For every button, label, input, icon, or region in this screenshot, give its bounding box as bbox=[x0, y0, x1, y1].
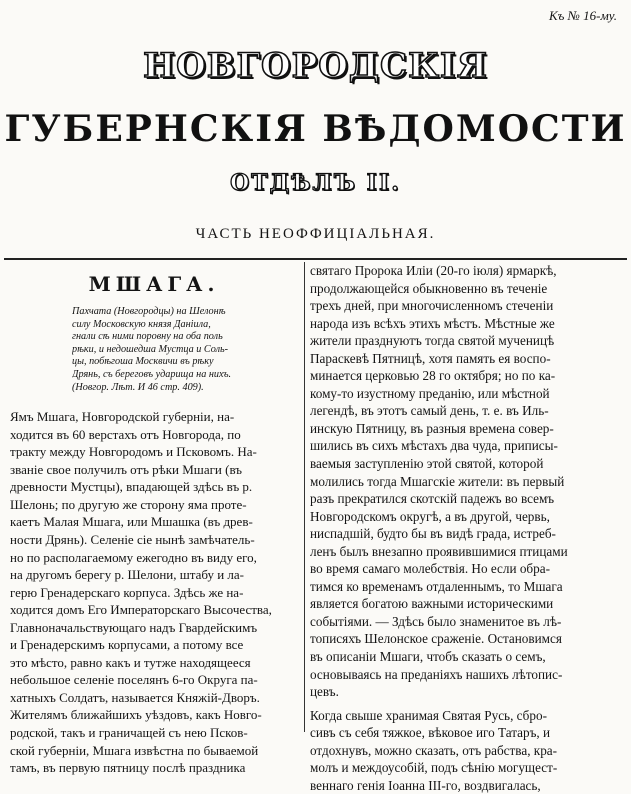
epigraph-line: Пахчата (Новгородцы) на Шелонѣ bbox=[72, 306, 226, 317]
text-line: народа изъ всѣхъ этихъ мѣстъ. Мѣстные же bbox=[310, 315, 555, 331]
text-line: ленъ былъ внезапно проявившимися птицами bbox=[310, 543, 568, 559]
text-line: Жителямъ ближайшихъ уѣздовъ, какъ Новго- bbox=[10, 707, 262, 723]
text-line: хатныхъ Солдатъ, называется Княжій-Дворъ. bbox=[10, 689, 260, 705]
text-line: основываясь на преданіяхъ нашихъ лѣтопис- bbox=[310, 666, 563, 682]
text-line: инскую Пятницу, въ разныя времена совер- bbox=[310, 420, 554, 436]
text-line: ниспадшій, будто бы въ видѣ града, истреб- bbox=[310, 526, 556, 542]
text-line: это мѣсто, равно какъ и тутже находящееся bbox=[10, 654, 251, 670]
text-line: сивъ съ себя тяжкое, вѣковое иго Татаръ, и bbox=[310, 725, 551, 741]
text-line: разъ прекратился скотскій падежъ во всемъ bbox=[310, 491, 555, 507]
text-line: и Гренадерскимъ корпусами, а потому все bbox=[10, 637, 244, 653]
text-line: на другомъ берегу р. Шелони, штабу и ла- bbox=[10, 567, 245, 583]
text-line: цевъ. bbox=[310, 684, 339, 700]
text-line: тописяхъ Шелонское сраженіе. Остановимся bbox=[310, 631, 562, 647]
text-line: родской, такъ и граничащей съ нею Псков- bbox=[10, 725, 248, 740]
text-line: тракту между Новгородомъ и Псковомъ. На- bbox=[10, 444, 257, 460]
article-title: МШАГА. bbox=[88, 272, 220, 296]
text-line: событіями. — Здѣсь было знаменитое въ лѣ- bbox=[310, 613, 562, 629]
epigraph-line: (Новгор. Лѣт. И 46 стр. 409). bbox=[72, 381, 204, 393]
text-line: ской губерніи, Мшага извѣстна по бываемой bbox=[10, 742, 259, 758]
section-heading: ОТДѢЛЪ II. bbox=[230, 170, 401, 196]
text-line: Новгородскомъ округѣ, а въ другой, червь, bbox=[310, 508, 550, 524]
text-line: Главноначальствующаго надъ Гвардейскимъ bbox=[10, 619, 258, 635]
text-line: небольшое селеніе поселянъ 6-го Округа па- bbox=[10, 672, 258, 688]
text-line: трехъ дней, при многочисленномъ стеченіи bbox=[310, 298, 554, 314]
left-column bbox=[10, 268, 298, 777]
text-line: Ямъ Мшага, Новгородской губерніи, на- bbox=[10, 409, 235, 425]
epigraph-line: силу Московскую князя Даніила, bbox=[72, 318, 211, 330]
text-line: является богатою важными историческими bbox=[310, 596, 554, 612]
masthead-title-line1: НОВГОРОДСКІЯ bbox=[143, 46, 488, 86]
section-subheading: ЧАСТЬ НЕОФФИЦІАЛЬНАЯ. bbox=[195, 226, 436, 242]
text-line: минается церковью 28 го октября; но по ка- bbox=[310, 368, 556, 384]
text-line: во время самаго молебствія. Но если обра- bbox=[310, 561, 550, 577]
text-line: въ описаніи Мшаги, чтобъ сказать о семъ, bbox=[310, 649, 546, 665]
text-line: ходится въ 60 верстахъ отъ Новгорода, по bbox=[10, 426, 241, 442]
text-line: легендѣ, въ этотъ самый день, т. е. въ Иль- bbox=[310, 403, 549, 419]
text-line: герю Гренадерскаго корпуса. Здѣсь же на- bbox=[10, 584, 244, 600]
issue-number: Къ № 16-му. bbox=[549, 8, 617, 23]
text-line: ходится домъ Его Императорскаго Высочества, bbox=[10, 602, 272, 618]
text-line: святаго Пророка Иліи (20-го іюля) ярмаркѣ, bbox=[310, 263, 557, 278]
text-line: тимся ко временамъ отдаленнымъ, то Мшага bbox=[310, 578, 563, 594]
text-line: тамъ, въ первую пятницу послѣ праздника bbox=[10, 760, 246, 776]
text-line: древности Мустцы), впадающей здѣсь въ р. bbox=[10, 479, 253, 495]
epigraph bbox=[72, 306, 298, 394]
masthead-title-line2: ГУБЕРНСКІЯ ВѢДОМОСТИ bbox=[4, 108, 627, 150]
text-line: отдохнувъ, можно сказать, отъ рабства, кра- bbox=[310, 742, 558, 758]
epigraph-line: цы, побѣгоша Москвичи въ рѣку bbox=[72, 356, 214, 368]
epigraph-line: рѣки, и недошедша Мустца и Соль- bbox=[72, 343, 229, 355]
text-line: званіе свое получилъ отъ рѣки Мшаги (въ bbox=[10, 461, 242, 477]
epigraph-line: гнали сѣ ними поровну на оба поль bbox=[72, 331, 223, 343]
epigraph-line: Дрянь, съ береговъ ударища на нихъ. bbox=[72, 368, 232, 380]
text-line: Параскевѣ Пятницѣ, хотя память ея воспо- bbox=[310, 350, 551, 366]
text-line: продолжающейся обыкновенно въ теченіе bbox=[310, 280, 548, 296]
text-line: Шелонь; по другую же сторону яма проте- bbox=[10, 496, 247, 512]
text-line: каетъ Малая Мшага, или Мшашка (въ древ- bbox=[10, 514, 253, 530]
text-line: жители празднуютъ тогда святой мученицѣ bbox=[310, 333, 555, 349]
text-line: Когда свыше хранимая Святая Русь, сбро- bbox=[310, 707, 547, 723]
text-line: шились въ сихъ мѣстахъ два чуда, приписы- bbox=[310, 438, 558, 454]
right-column bbox=[310, 262, 623, 794]
text-line: веннаго генія Іоанна III-го, воздвигалась, bbox=[310, 777, 541, 793]
text-line: молъ и междоусобій, подъ сѣнію могущест- bbox=[310, 760, 558, 776]
article-body-right-paragraph-2 bbox=[310, 707, 623, 794]
text-line: кому-то изустному преданію, или мѣстной bbox=[310, 385, 550, 401]
article-body-right bbox=[310, 262, 623, 701]
text-line: но по располагаемому ежегодно въ виду его, bbox=[10, 549, 257, 565]
text-line: ности Дрянь). Селеніе сіе нынѣ замѣчатель- bbox=[10, 531, 255, 547]
text-line: ваемыя заступленію этой святой, которой bbox=[310, 456, 544, 472]
column-divider bbox=[304, 262, 305, 732]
header-divider bbox=[4, 258, 627, 260]
text-line: молились тогда Мшагскіе жители: въ первый bbox=[310, 473, 565, 489]
article-body-left bbox=[10, 408, 298, 776]
